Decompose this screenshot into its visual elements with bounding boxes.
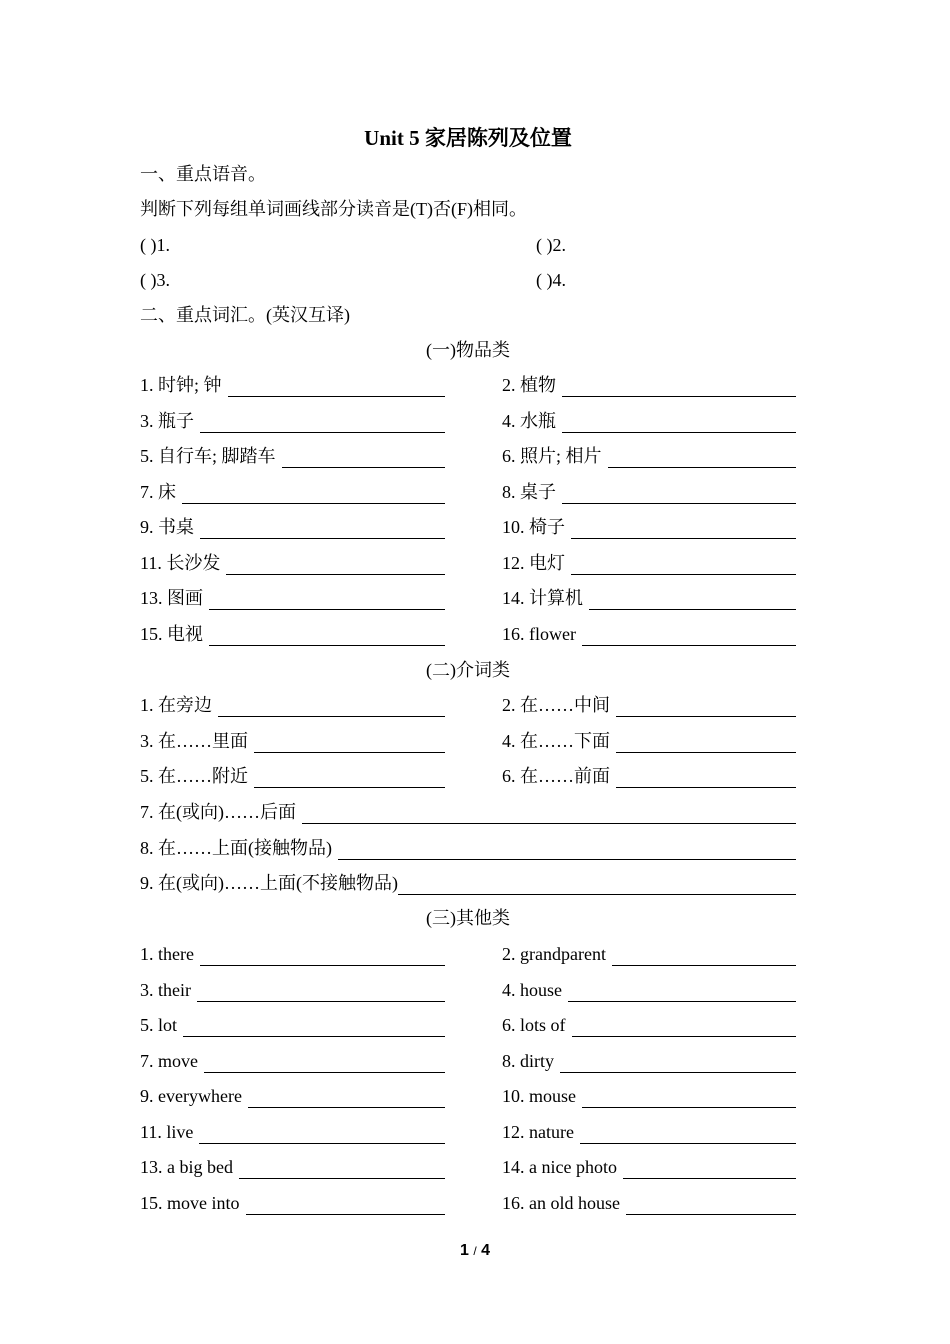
vocab-item: [502, 444, 796, 468]
vocab-item: [140, 480, 445, 504]
answer-blank[interactable]: [226, 555, 445, 575]
vocab-label: 9. everywhere: [140, 1086, 242, 1106]
vocab-item: [502, 622, 796, 646]
vocab-label: 15. 电视: [140, 623, 203, 644]
vocab-label: 6. lots of: [502, 1015, 566, 1035]
vocab-item: [140, 693, 445, 717]
answer-blank[interactable]: [616, 768, 796, 788]
group3-title: (三)其他类: [426, 908, 510, 928]
vocab-item: [502, 1155, 796, 1179]
vocab-label: 3. their: [140, 979, 191, 1000]
vocab-label: 13. a big bed: [140, 1157, 233, 1177]
judge-item-4: ( )4.: [536, 270, 566, 290]
answer-blank[interactable]: [200, 946, 445, 966]
vocab-item: [140, 1191, 445, 1215]
vocab-label: 7. move: [140, 1050, 198, 1071]
vocab-item: [140, 1049, 445, 1073]
vocab-item: [140, 1120, 445, 1144]
judge-item-3: ( )3.: [140, 270, 170, 290]
section2-heading: 二、重点词汇。(英汉互译): [140, 305, 350, 325]
answer-blank[interactable]: [616, 697, 796, 717]
vocab-item-full: [140, 836, 796, 860]
answer-blank[interactable]: [218, 697, 445, 717]
section1-heading: 一、重点语音。: [140, 164, 266, 184]
page-separator: /: [473, 1244, 477, 1258]
vocab-item: [140, 1155, 445, 1179]
group2-title: (二)介词类: [426, 660, 510, 680]
vocab-item: [140, 942, 445, 966]
vocab-label: 16. an old house: [502, 1192, 620, 1213]
vocab-item: [140, 622, 445, 646]
answer-blank[interactable]: [228, 377, 445, 397]
vocab-label: 8. 在……上面(接触物品): [140, 837, 332, 858]
vocab-item-full: [140, 800, 796, 824]
answer-blank[interactable]: [626, 1195, 796, 1215]
vocab-label: 5. lot: [140, 1015, 178, 1035]
vocab-item: [140, 444, 445, 468]
vocab-item: [140, 515, 445, 539]
answer-blank[interactable]: [560, 1053, 796, 1073]
answer-blank[interactable]: [623, 1159, 796, 1179]
answer-blank[interactable]: [248, 1088, 445, 1108]
vocab-label: 15. move into: [140, 1192, 240, 1213]
vocab-item: [502, 1049, 796, 1073]
vocab-item: [502, 409, 796, 433]
vocab-item: [140, 373, 445, 397]
vocab-item: [140, 409, 445, 433]
vocab-item: [502, 480, 796, 504]
vocab-label: 16. flower: [502, 623, 576, 644]
vocab-label: 5. 在……附近: [140, 766, 248, 786]
answer-blank[interactable]: [183, 1017, 445, 1037]
vocab-label: 14. a nice photo: [502, 1157, 617, 1177]
answer-blank[interactable]: [616, 733, 796, 753]
vocab-label: 3. 在……里面: [140, 730, 248, 751]
judge-item-2: ( )2.: [536, 235, 566, 255]
answer-blank[interactable]: [571, 519, 796, 539]
vocab-item: [140, 1084, 445, 1108]
vocab-label: 11. 长沙发: [140, 552, 221, 573]
answer-blank[interactable]: [254, 733, 445, 753]
vocab-label: 1. 时钟; 钟: [140, 375, 222, 395]
vocab-label: 12. nature: [502, 1121, 574, 1142]
answer-blank[interactable]: [239, 1159, 445, 1179]
vocab-label: 6. 在……前面: [502, 766, 610, 786]
vocab-item: [140, 1013, 445, 1037]
answer-blank[interactable]: [572, 1017, 796, 1037]
answer-blank[interactable]: [589, 590, 796, 610]
vocab-item: [502, 586, 796, 610]
vocab-label: 9. 书桌: [140, 517, 194, 537]
page-total: 4: [481, 1242, 491, 1259]
vocab-label: 13. 图画: [140, 588, 203, 608]
answer-blank[interactable]: [197, 982, 445, 1002]
vocab-item: [502, 942, 796, 966]
vocab-item: [502, 693, 796, 717]
vocab-label: 3. 瓶子: [140, 410, 194, 431]
answer-blank[interactable]: [568, 982, 796, 1002]
vocab-item: [140, 764, 445, 788]
vocab-label: 2. 在……中间: [502, 695, 610, 715]
vocab-label: 4. house: [502, 979, 562, 1000]
judge-item-1: ( )1.: [140, 235, 170, 255]
answer-blank[interactable]: [254, 768, 445, 788]
vocab-label: 12. 电灯: [502, 552, 565, 573]
vocab-item: [140, 586, 445, 610]
answer-blank[interactable]: [571, 555, 796, 575]
vocab-label: 10. mouse: [502, 1086, 576, 1106]
answer-blank[interactable]: [209, 590, 445, 610]
answer-blank[interactable]: [608, 448, 796, 468]
vocab-item: [502, 1191, 796, 1215]
answer-blank[interactable]: [338, 840, 796, 860]
answer-blank[interactable]: [398, 875, 796, 895]
vocab-item: [502, 978, 796, 1002]
vocab-item: [502, 373, 796, 397]
vocab-label: 11. live: [140, 1121, 194, 1142]
vocab-label: 7. 在(或向)……后面: [140, 802, 296, 822]
vocab-label: 6. 照片; 相片: [502, 446, 602, 466]
answer-blank[interactable]: [562, 377, 796, 397]
page-number: [0, 1242, 950, 1260]
vocab-label: 5. 自行车; 脚踏车: [140, 446, 276, 466]
vocab-label: 2. 植物: [502, 375, 556, 395]
vocab-item: [502, 1120, 796, 1144]
vocab-label: 8. 桌子: [502, 481, 556, 502]
vocab-label: 9. 在(或向)……上面(不接触物品): [140, 873, 398, 893]
answer-blank[interactable]: [200, 519, 445, 539]
answer-blank[interactable]: [199, 1124, 445, 1144]
vocab-label: 10. 椅子: [502, 517, 565, 537]
vocab-item: [502, 1013, 796, 1037]
vocab-label: 1. there: [140, 944, 194, 964]
vocab-item: [502, 1084, 796, 1108]
vocab-label: 2. grandparent: [502, 944, 606, 964]
answer-blank[interactable]: [204, 1053, 445, 1073]
answer-blank[interactable]: [580, 1124, 796, 1144]
vocab-item-full: [140, 871, 796, 895]
page-current: 1: [459, 1242, 469, 1259]
vocab-label: 8. dirty: [502, 1050, 554, 1071]
answer-blank[interactable]: [209, 626, 445, 646]
vocab-item: [502, 764, 796, 788]
answer-blank[interactable]: [302, 804, 796, 824]
vocab-label: 4. 水瓶: [502, 410, 556, 431]
vocab-item: [502, 551, 796, 575]
answer-blank[interactable]: [612, 946, 796, 966]
vocab-label: 7. 床: [140, 481, 176, 502]
answer-blank[interactable]: [282, 448, 445, 468]
vocab-label: 14. 计算机: [502, 588, 583, 608]
vocab-label: 1. 在旁边: [140, 695, 212, 715]
section1-instruction: 判断下列每组单词画线部分读音是(T)否(F)相同。: [140, 199, 527, 219]
vocab-item: [140, 978, 445, 1002]
answer-blank[interactable]: [562, 484, 796, 504]
answer-blank[interactable]: [200, 413, 445, 433]
answer-blank[interactable]: [582, 626, 796, 646]
answer-blank[interactable]: [562, 413, 796, 433]
page-title: Unit 5 家居陈列及位置: [364, 126, 572, 150]
answer-blank[interactable]: [246, 1195, 446, 1215]
answer-blank[interactable]: [582, 1088, 796, 1108]
vocab-item: [502, 515, 796, 539]
vocab-item: [140, 729, 445, 753]
answer-blank[interactable]: [182, 484, 445, 504]
vocab-label: 4. 在……下面: [502, 730, 610, 751]
vocab-item: [502, 729, 796, 753]
group1-title: (一)物品类: [426, 340, 510, 360]
vocab-item: [140, 551, 445, 575]
